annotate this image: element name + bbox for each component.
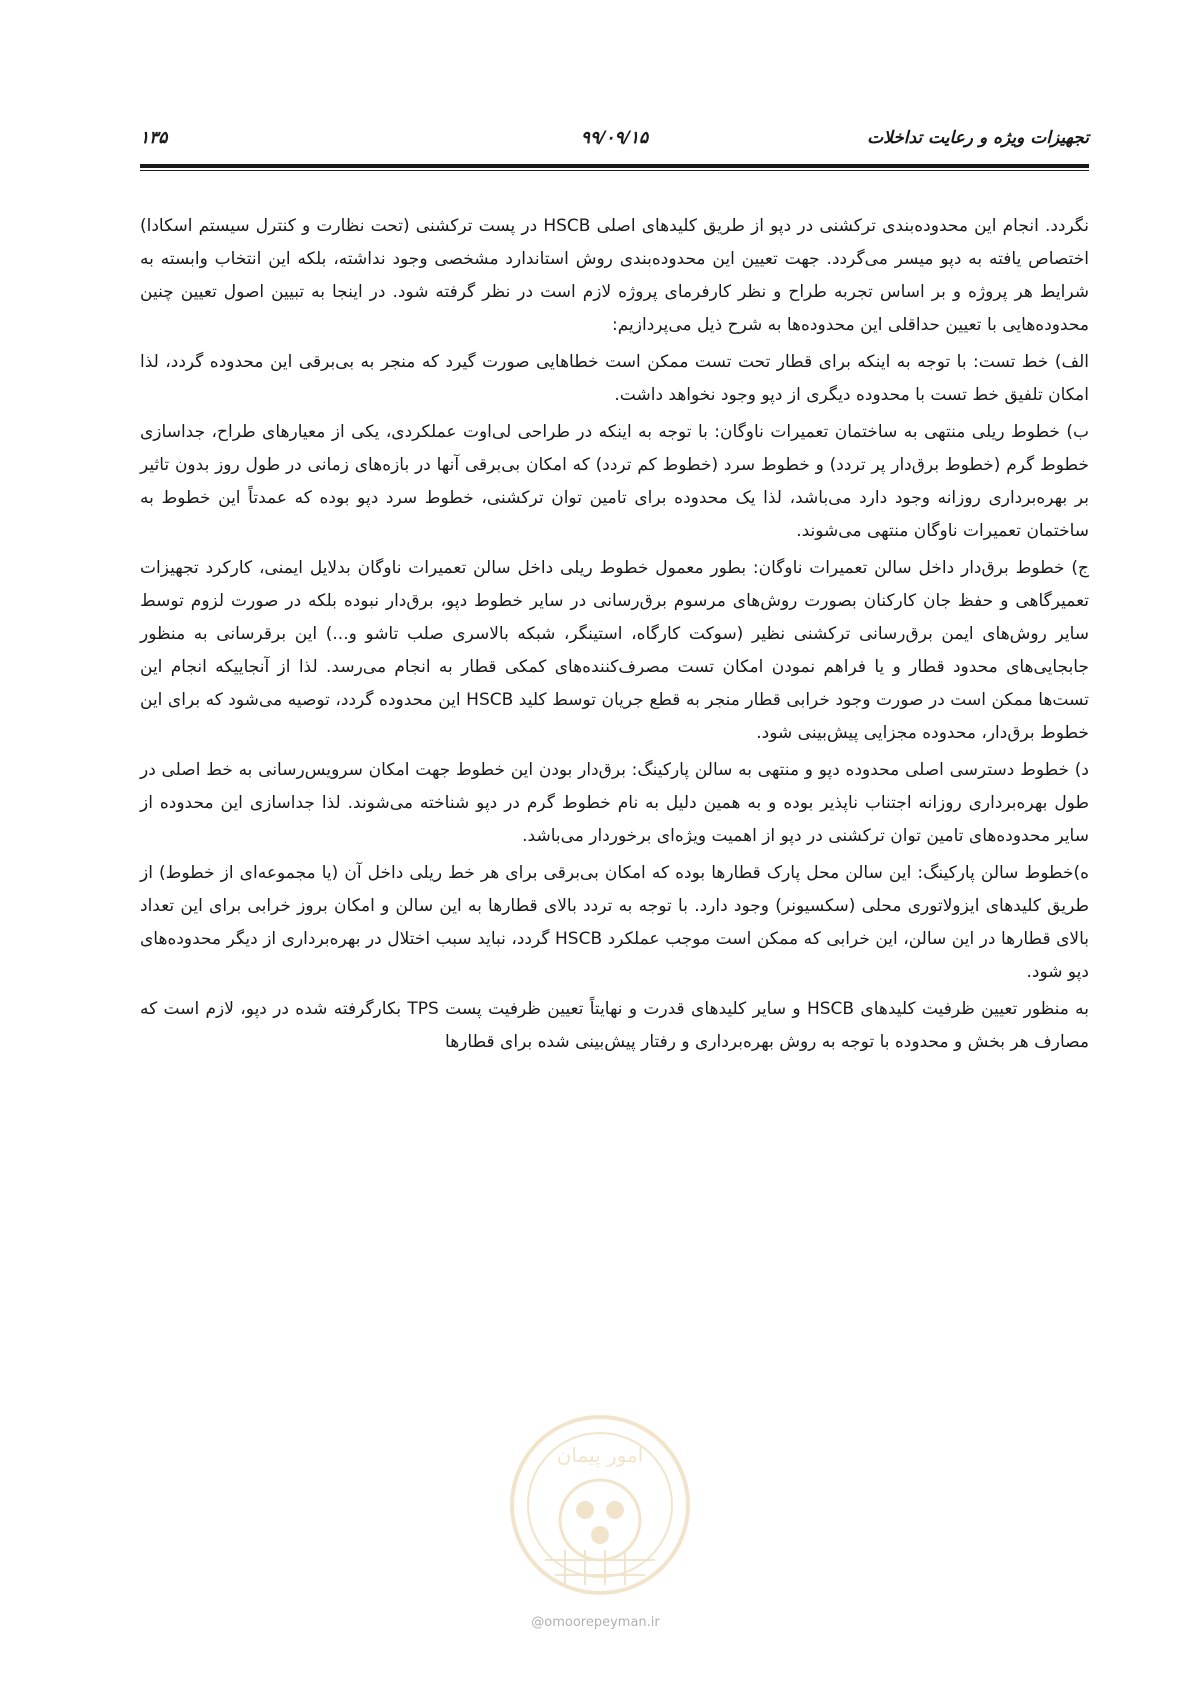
paragraph-jim: ج) خطوط برق‌دار داخل سالن تعمیرات ناوگان: بطور معمول خطوط ریلی داخل سالن تعمیرات ناوگان بدلایل ایمنی، کارکرد تجهیزات تعمیرگاهی و حفظ جان کارکنان بصورت روش‌های مرسوم برق‌رسانی در سایر خطوط دپو، برق‌دار نبوده بلکه در صورت لزوم توسط سایر روش‌های ایمن برق‌رسانی ترکشنی نظیر (سوکت کارگاه، استینگر، شبکه بالاسری صلب تاشو و...) این برقرسانی به منظور جابجایی‌های محدود قطار و یا فراهم نمودن امکان تست مصرف‌کننده‌های کمکی قطار به انجام می‌رسد. لذا از آنجاییکه انجام این تست‌ها ممکن است در صورت وجود خرابی قطار منجر به قطع جریان توسط کلید HSCB این محدوده گردد، توصیه می‌شود که برای این خطوط برق‌دار، محدوده مجزایی پیش‌بینی شود. <box>140 558 1089 743</box>
paragraph-he: ه)خطوط سالن پارکینگ: این سالن محل پارک قطارها بوده که امکان بی‌برقی برای هر خط ریلی داخل آن (یا مجموعه‌ای از خطوط) از طریق کلیدهای ایزولاتوری محلی (سکسیونر) وجود دارد. با توجه به تردد بالای قطارها به این سالن و امکان بروز خرابی برای این تعداد بالای قطارها در این سالن، این خرابی که ممکن است موجب عملکرد HSCB گردد، نباید سبب اختلال در بهره‌برداری از دیگر محدوده‌های دپو شود. <box>140 863 1089 982</box>
page-header <box>140 128 1089 160</box>
watermark-logo-icon <box>505 1410 695 1600</box>
page-number: ۱۳۵ <box>140 128 168 148</box>
paragraph-alef: الف) خط تست: با توجه به اینکه برای قطار تحت تست ممکن است خطاهایی صورت گیرد که منجر به بی‌برقی این محدوده گردد، لذا امکان تلفیق خط تست با محدوده دیگری از دپو وجود نخواهد داشت. <box>140 352 1089 405</box>
paragraph-intro: نگردد. انجام این محدوده‌بندی ترکشنی در دپو از طریق کلیدهای اصلی HSCB در پست ترکشنی (تحت نظارت و کنترل سیستم اسکادا) اختصاص یافته به دپو میسر می‌گردد. جهت تعیین این محدوده‌بندی روش استاندارد مشخصی وجود نداشته، بلکه این انتخاب وابسته به شرایط هر پروژه و بر اساس تجربه طراح و نظر کارفرمای پروژه لازم است در نظر گرفته شود. در اینجا به تبیین اصول تعیین چنین محدوده‌هایی با تعیین حداقلی این محدوده‌ها به شرح ذیل می‌پردازیم: <box>140 216 1089 335</box>
header-title: تجهیزات ویژه و رعایت تداخلات <box>867 128 1089 148</box>
paragraph-be: ب) خطوط ریلی منتهی به ساختمان تعمیرات ناوگان: با توجه به اینکه در طراحی لی‌اوت عملکردی، یکی از معیارهای طراح، جداسازی خطوط گرم (خطوط برق‌دار پر تردد) و خطوط سرد (خطوط کم تردد) که امکان بی‌برقی آنها در بازه‌های زمانی در طول روز بدون تاثیر بر بهره‌برداری روزانه وجود دارد می‌باشد، لذا یک محدوده برای تامین توان ترکشنی، خطوط سرد دپو بوده که عمدتاً این خطوط به ساختمان تعمیرات ناوگان منتهی می‌شوند. <box>140 422 1089 541</box>
watermark-logo-text: امور پیمان <box>556 1443 644 1467</box>
watermark-url: @omoorepeyman.ir <box>531 1615 660 1630</box>
body-text <box>140 210 1089 1063</box>
header-rule-thick <box>140 164 1089 168</box>
paragraph-closing: به منظور تعیین ظرفیت کلیدهای HSCB و سایر کلیدهای قدرت و نهایتاً تعیین ظرفیت پست TPS بکارگرفته شده در دپو، لازم است که مصارف هر بخش و محدوده با توجه به روش بهره‌برداری و رفتار پیش‌بینی شده برای قطارها <box>140 999 1089 1052</box>
header-date: ۹۹/۰۹/۱۵ <box>580 128 649 148</box>
header-rule-thin <box>140 170 1089 171</box>
paragraph-dal: د) خطوط دسترسی اصلی محدوده دپو و منتهی به سالن پارکینگ: برق‌دار بودن این خطوط جهت امکان سرویس‌رسانی به خط اصلی در طول بهره‌برداری روزانه اجتناب ناپذیر بوده و به همین دلیل به نام خطوط گرم در دپو شناخته می‌شوند. لذا جداسازی این محدوده از سایر محدوده‌های تامین توان ترکشنی در دپو از اهمیت ویژه‌ای برخوردار می‌باشد. <box>140 760 1089 846</box>
